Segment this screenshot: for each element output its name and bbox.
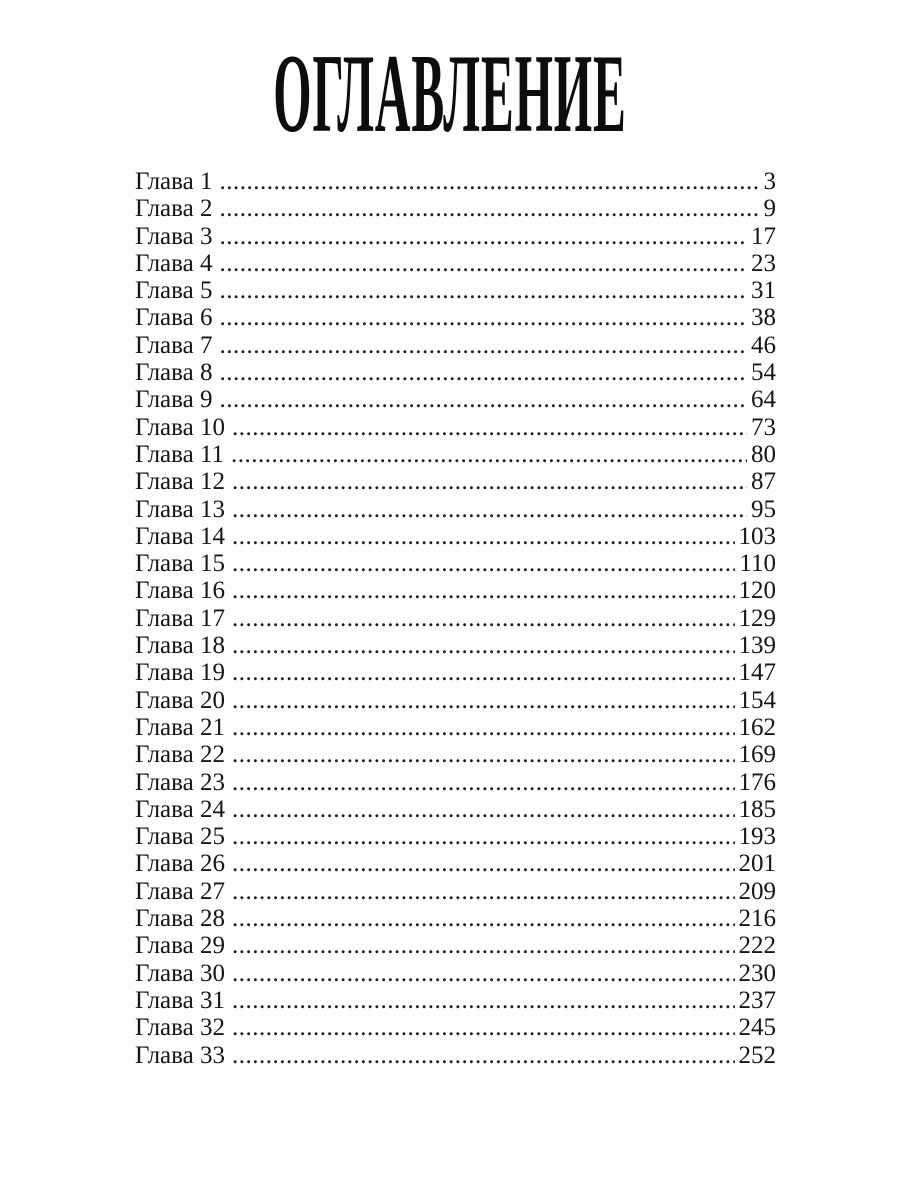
- dot-leader: [219, 386, 747, 413]
- dot-leader: [232, 632, 735, 659]
- dot-leader: [219, 168, 759, 195]
- toc-entry: [135, 960, 776, 987]
- page-number: 95: [751, 495, 776, 523]
- dot-leader: [232, 823, 735, 850]
- chapter-label: Глава 19: [135, 659, 225, 687]
- toc-entry: [135, 605, 776, 632]
- chapter-label: Глава 7: [135, 331, 213, 359]
- toc-entry: [135, 769, 776, 796]
- page-number: 162: [738, 713, 776, 741]
- page-number: 209: [738, 877, 776, 905]
- page-number: 23: [751, 249, 776, 277]
- chapter-label: Глава 3: [135, 222, 213, 250]
- page-number: 73: [751, 413, 776, 441]
- dot-leader: [232, 987, 735, 1014]
- dot-leader: [232, 769, 735, 796]
- toc-entry: [135, 878, 776, 905]
- dot-leader: [232, 796, 735, 823]
- chapter-label: Глава 29: [135, 932, 225, 960]
- dot-leader: [219, 359, 747, 386]
- chapter-label: Глава 20: [135, 686, 225, 714]
- dot-leader: [232, 878, 735, 905]
- page-number: 176: [738, 768, 776, 796]
- chapter-label: Глава 16: [135, 577, 225, 605]
- dot-leader: [232, 414, 747, 441]
- dot-leader: [232, 659, 735, 686]
- toc-entry: [135, 195, 776, 222]
- chapter-label: Глава 10: [135, 413, 225, 441]
- chapter-label: Глава 14: [135, 522, 225, 550]
- dot-leader: [232, 850, 735, 877]
- chapter-label: Глава 6: [135, 304, 213, 332]
- title-block: [0, 32, 900, 156]
- chapter-label: Глава 2: [135, 195, 213, 223]
- dot-leader: [232, 468, 747, 495]
- toc-entry: [135, 304, 776, 331]
- chapter-label: Глава 23: [135, 768, 225, 796]
- chapter-label: Глава 9: [135, 386, 213, 414]
- page-number: 147: [738, 659, 776, 687]
- chapter-label: Глава 15: [135, 550, 225, 578]
- toc-entry: [135, 359, 776, 386]
- page-number: 17: [751, 222, 776, 250]
- chapter-label: Глава 27: [135, 877, 225, 905]
- page-number: 110: [739, 550, 776, 578]
- chapter-label: Глава 32: [135, 1014, 225, 1042]
- toc-entry: [135, 741, 776, 768]
- dot-leader: [232, 960, 735, 987]
- chapter-label: Глава 17: [135, 604, 225, 632]
- chapter-label: Глава 21: [135, 713, 225, 741]
- page-number: 64: [751, 386, 776, 414]
- toc-entry: [135, 223, 776, 250]
- page-number: 222: [738, 932, 776, 960]
- page-number: 154: [738, 686, 776, 714]
- dot-leader: [219, 223, 747, 250]
- toc-entry: [135, 1042, 776, 1069]
- toc-entry: [135, 714, 776, 741]
- toc-entry: [135, 577, 776, 604]
- toc-entry: [135, 250, 776, 277]
- dot-leader: [232, 1042, 735, 1069]
- chapter-label: Глава 8: [135, 359, 213, 387]
- dot-leader: [232, 905, 735, 932]
- chapter-label: Глава 26: [135, 850, 225, 878]
- chapter-label: Глава 24: [135, 795, 225, 823]
- chapter-label: Глава 5: [135, 277, 213, 305]
- dot-leader: [219, 332, 747, 359]
- page-number: 80: [751, 440, 776, 468]
- page-number: 54: [751, 359, 776, 387]
- toc-entry: [135, 932, 776, 959]
- page-number: 46: [751, 331, 776, 359]
- dot-leader: [219, 250, 747, 277]
- page-number: 87: [751, 468, 776, 496]
- dot-leader: [219, 277, 747, 304]
- toc-entry: [135, 523, 776, 550]
- dot-leader: [219, 304, 747, 331]
- dot-leader: [232, 714, 735, 741]
- chapter-label: Глава 28: [135, 905, 225, 933]
- toc-entry: [135, 386, 776, 413]
- dot-leader: [232, 496, 747, 523]
- chapter-label: Глава 30: [135, 959, 225, 987]
- chapter-label: Глава 31: [135, 986, 225, 1014]
- page-number: 230: [738, 959, 776, 987]
- toc-entry: [135, 332, 776, 359]
- dot-leader: [232, 577, 735, 604]
- page-number: 3: [763, 168, 776, 195]
- toc-entry: [135, 468, 776, 495]
- chapter-label: Глава 33: [135, 1041, 225, 1069]
- toc-entry: [135, 550, 776, 577]
- toc-entry: [135, 1014, 776, 1041]
- dot-leader: [232, 605, 735, 632]
- page-number: 201: [738, 850, 776, 878]
- dot-leader: [219, 195, 759, 222]
- dot-leader: [232, 1014, 735, 1041]
- chapter-label: Глава 11: [135, 440, 225, 468]
- page-number: 31: [751, 277, 776, 305]
- page-number: 103: [738, 522, 776, 550]
- page-number: 252: [738, 1041, 776, 1069]
- toc-entry: [135, 987, 776, 1014]
- toc-entry: [135, 850, 776, 877]
- page-number: 169: [738, 741, 776, 769]
- chapter-label: Глава 25: [135, 823, 225, 851]
- page-number: 245: [738, 1014, 776, 1042]
- toc-entry: [135, 277, 776, 304]
- chapter-label: Глава 13: [135, 495, 225, 523]
- toc-entry: [135, 168, 776, 195]
- page-number: 193: [738, 823, 776, 851]
- toc-entry: [135, 823, 776, 850]
- page-number: 237: [738, 986, 776, 1014]
- page-title: ОГЛАВЛЕНИЕ: [273, 32, 627, 156]
- dot-leader: [231, 441, 747, 468]
- toc-entry: [135, 659, 776, 686]
- toc-entry: [135, 687, 776, 714]
- chapter-label: Глава 1: [135, 168, 213, 195]
- table-of-contents: [135, 168, 776, 1069]
- page-number: 139: [738, 632, 776, 660]
- toc-entry: [135, 905, 776, 932]
- chapter-label: Глава 12: [135, 468, 225, 496]
- dot-leader: [232, 741, 735, 768]
- toc-entry: [135, 496, 776, 523]
- dot-leader: [232, 523, 735, 550]
- toc-entry: [135, 632, 776, 659]
- chapter-label: Глава 4: [135, 249, 213, 277]
- page-number: 38: [751, 304, 776, 332]
- page-number: 216: [738, 905, 776, 933]
- chapter-label: Глава 18: [135, 632, 225, 660]
- page-number: 120: [738, 577, 776, 605]
- page-number: 9: [763, 195, 776, 223]
- toc-entry: [135, 441, 776, 468]
- toc-entry: [135, 414, 776, 441]
- dot-leader: [232, 932, 735, 959]
- page-number: 185: [738, 795, 776, 823]
- dot-leader: [232, 550, 735, 577]
- page-number: 129: [738, 604, 776, 632]
- dot-leader: [232, 687, 735, 714]
- chapter-label: Глава 22: [135, 741, 225, 769]
- toc-entry: [135, 796, 776, 823]
